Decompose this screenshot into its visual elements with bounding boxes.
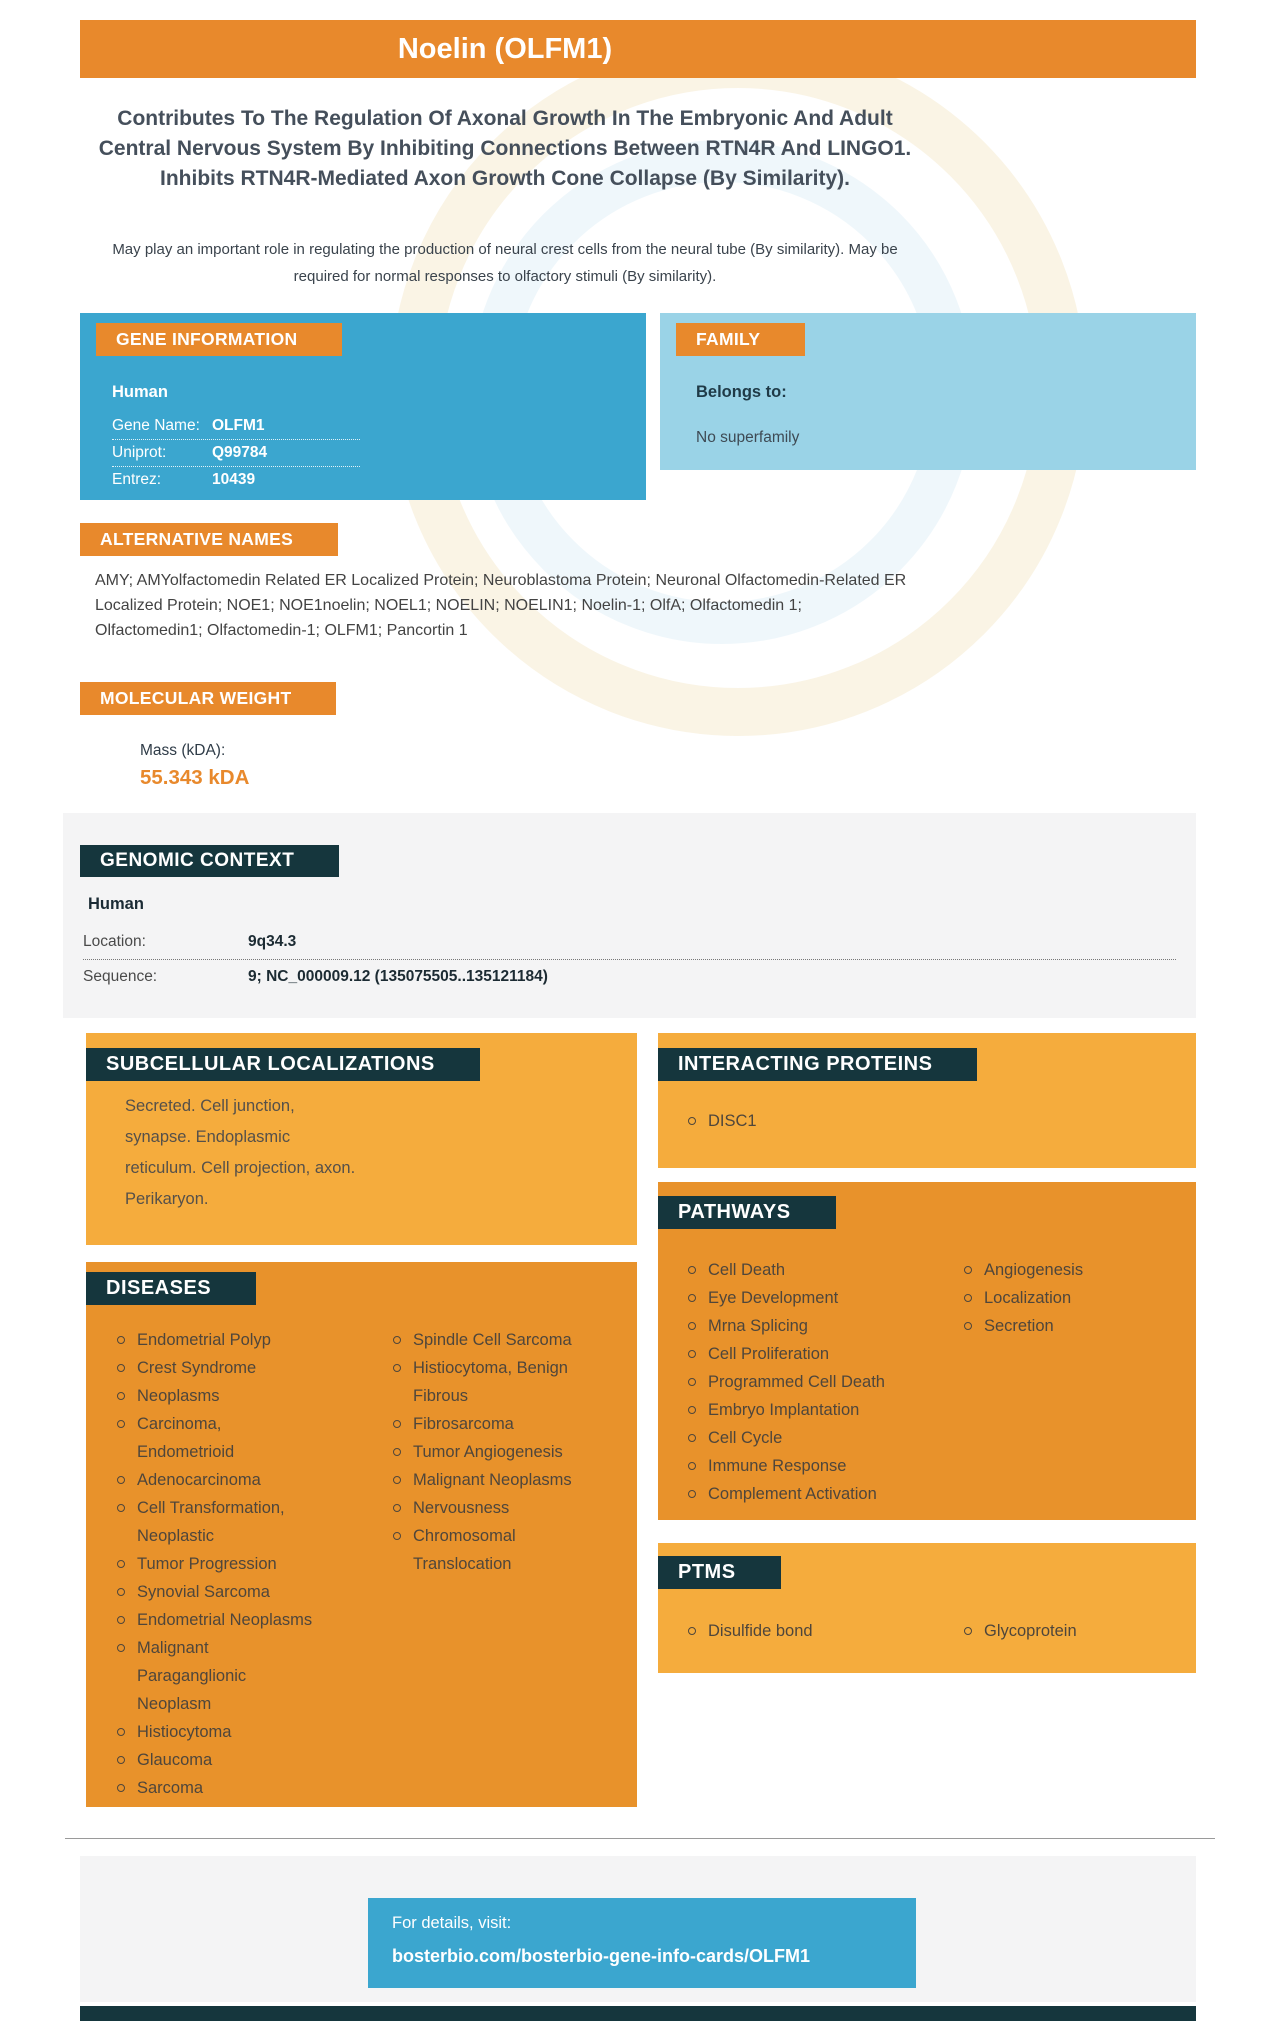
list-item-label: Complement Activation — [708, 1485, 877, 1503]
ptms-label: PTMS — [658, 1556, 781, 1589]
list-item — [117, 1634, 322, 1718]
row-label: Sequence: — [83, 968, 158, 985]
footer-visit-label: For details, visit: — [392, 1914, 512, 1932]
list-item — [117, 1466, 322, 1494]
bullet-circle-icon — [117, 1336, 125, 1344]
list-item — [117, 1578, 322, 1606]
list-item — [688, 1284, 938, 1312]
list-item — [964, 1312, 1174, 1340]
list-item — [688, 1396, 938, 1424]
bullet-circle-icon — [117, 1364, 125, 1372]
list-item — [688, 1107, 757, 1135]
list-item — [964, 1256, 1174, 1284]
list-item — [393, 1438, 588, 1466]
row-value: 9; NC_000009.12 (135075505..135121184) — [248, 968, 548, 985]
list-item-label: Angiogenesis — [984, 1261, 1084, 1279]
bullet-circle-icon — [688, 1266, 696, 1274]
bullet-circle-icon — [117, 1392, 125, 1400]
belongs-to-label: Belongs to: — [696, 383, 787, 401]
list-item — [117, 1326, 322, 1354]
interacting-proteins-panel — [658, 1033, 1196, 1168]
bullet-circle-icon — [393, 1448, 401, 1456]
bullet-circle-icon — [393, 1364, 401, 1372]
species-label: Human — [88, 895, 144, 913]
list-item-label: Neoplasms — [137, 1387, 220, 1405]
list-item-label: Crest Syndrome — [137, 1359, 257, 1377]
family-label: FAMILY — [676, 323, 805, 356]
family-value: No superfamily — [696, 429, 800, 446]
list-item — [117, 1550, 322, 1578]
bullet-circle-icon — [688, 1322, 696, 1330]
footer-divider — [65, 1838, 1215, 1839]
pathways-panel — [658, 1182, 1196, 1520]
list-item-label: Carcinoma, Endometrioid — [137, 1415, 235, 1461]
table-row — [83, 925, 1176, 960]
mass-kda-value: 55.343 kDA — [140, 766, 250, 789]
interacting-proteins-label: INTERACTING PROTEINS — [658, 1048, 977, 1081]
ptms-list-column-1 — [688, 1617, 938, 1645]
footer-visit-box — [368, 1898, 916, 1988]
list-item-label: Tumor Angiogenesis — [413, 1443, 563, 1461]
row-value: 10439 — [212, 471, 256, 488]
list-item-label: Eye Development — [708, 1289, 839, 1307]
pathways-label: PATHWAYS — [658, 1196, 836, 1229]
alternative-names-label: ALTERNATIVE NAMES — [80, 523, 338, 556]
bullet-circle-icon — [393, 1504, 401, 1512]
genomic-context-panel — [63, 813, 1196, 1018]
bullet-circle-icon — [117, 1420, 125, 1428]
list-item-label: Programmed Cell Death — [708, 1373, 885, 1391]
list-item — [117, 1354, 322, 1382]
alternative-names-text: AMY; AMYolfactomedin Related ER Localized Protein; Neuroblastoma Protein; Neuronal Olfactomedin-Related ER Localized Protein; NOE1; NOE1noelin; NOEL1; NOELIN; NOELIN1; Noelin-1; OlfA; Olfactomedin 1; Olfactomedin1; Olfactomedin-1; OLFM1; Pancortin 1 — [95, 572, 907, 639]
list-item-label: Cell Death — [708, 1261, 786, 1279]
list-item — [117, 1606, 322, 1634]
diseases-label: DISEASES — [86, 1272, 256, 1305]
list-item-label: Chromosomal Translocation — [413, 1527, 516, 1573]
bullet-circle-icon — [117, 1504, 125, 1512]
bullet-circle-icon — [688, 1406, 696, 1414]
title-banner — [80, 20, 1196, 78]
bullet-circle-icon — [688, 1627, 696, 1635]
bullet-circle-icon — [688, 1350, 696, 1358]
list-item — [117, 1774, 322, 1802]
list-item-label: Nervousness — [413, 1499, 510, 1517]
species-label: Human — [112, 383, 168, 401]
bullet-circle-icon — [393, 1476, 401, 1484]
list-item — [688, 1424, 938, 1452]
bullet-circle-icon — [117, 1644, 125, 1652]
bullet-circle-icon — [393, 1336, 401, 1344]
bullet-circle-icon — [117, 1588, 125, 1596]
list-item — [393, 1466, 588, 1494]
list-item-label: Malignant Neoplasms — [413, 1471, 572, 1489]
family-panel — [660, 313, 1196, 470]
list-item-label: Synovial Sarcoma — [137, 1583, 270, 1601]
list-item — [393, 1410, 588, 1438]
intro-description: May play an important role in regulating the production of neural crest cells from the neural tube (By similarity). May be required for normal responses to olfactory stimuli (By similarity). — [112, 241, 898, 285]
list-item-label: Disulfide bond — [708, 1622, 813, 1640]
list-item-label: Histiocytoma — [137, 1723, 232, 1741]
bullet-circle-icon — [964, 1266, 972, 1274]
bullet-circle-icon — [688, 1117, 696, 1125]
list-item — [964, 1284, 1174, 1312]
list-item — [688, 1452, 938, 1480]
diseases-list-column-2 — [393, 1326, 588, 1578]
subcellular-localizations-text: Secreted. Cell junction, synapse. Endoplasmic reticulum. Cell projection, axon. Perikaryon. — [125, 1097, 356, 1208]
bullet-circle-icon — [117, 1728, 125, 1736]
list-item — [688, 1312, 938, 1340]
row-label: Gene Name: — [112, 417, 200, 434]
list-item-label: Endometrial Neoplasms — [137, 1611, 313, 1629]
genomic-context-table — [83, 925, 1176, 994]
row-label: Location: — [83, 933, 146, 950]
row-label: Entrez: — [112, 471, 162, 488]
bullet-circle-icon — [393, 1420, 401, 1428]
list-item-label: Spindle Cell Sarcoma — [413, 1331, 572, 1349]
diseases-list-column-1 — [117, 1326, 322, 1802]
gene-summary-heading: Contributes To The Regulation Of Axonal Growth In The Embryonic And Adult Central Nervous System By Inhibiting Connections Between RTN4R And LINGO1. Inhibits RTN4R-Mediated Axon Growth Cone Collapse (By Similarity). — [98, 107, 912, 190]
molecular-weight-label: MOLECULAR WEIGHT — [80, 682, 336, 715]
list-item — [117, 1410, 322, 1466]
bullet-circle-icon — [964, 1294, 972, 1302]
list-item — [117, 1718, 322, 1746]
list-item — [964, 1617, 1174, 1645]
list-item — [393, 1522, 588, 1578]
list-item — [117, 1746, 322, 1774]
list-item-label: Immune Response — [708, 1457, 847, 1475]
list-item-label: Endometrial Polyp — [137, 1331, 271, 1349]
list-item — [688, 1368, 938, 1396]
list-item-label: DISC1 — [708, 1112, 757, 1130]
list-item — [393, 1326, 588, 1354]
gene-information-table — [112, 413, 362, 493]
table-row — [112, 413, 360, 440]
footer-bottom-bar — [80, 2006, 1196, 2021]
bullet-circle-icon — [688, 1434, 696, 1442]
gene-information-label: GENE INFORMATION — [96, 323, 342, 356]
bullet-circle-icon — [964, 1322, 972, 1330]
list-item-label: Histiocytoma, Benign Fibrous — [413, 1359, 568, 1405]
bullet-circle-icon — [688, 1462, 696, 1470]
table-row — [83, 960, 1176, 994]
list-item-label: Secretion — [984, 1317, 1054, 1335]
list-item-label: Cell Transformation, Neoplastic — [137, 1499, 285, 1545]
list-item-label: Mrna Splicing — [708, 1317, 808, 1335]
table-row — [112, 467, 360, 493]
row-label: Uniprot: — [112, 444, 167, 461]
list-item — [393, 1354, 588, 1410]
list-item-label: Malignant Paraganglionic Neoplasm — [137, 1639, 247, 1713]
list-item — [393, 1494, 588, 1522]
bullet-circle-icon — [688, 1294, 696, 1302]
bullet-circle-icon — [964, 1627, 972, 1635]
ptms-list-column-2 — [964, 1617, 1174, 1645]
row-value: 9q34.3 — [248, 933, 297, 950]
list-item-label: Tumor Progression — [137, 1555, 277, 1573]
list-item — [688, 1480, 938, 1508]
list-item-label: Sarcoma — [137, 1779, 204, 1797]
pathways-list-column-2 — [964, 1256, 1174, 1340]
gene-information-panel — [80, 313, 646, 500]
list-item-label: Localization — [984, 1289, 1072, 1307]
bullet-circle-icon — [117, 1476, 125, 1484]
list-item — [117, 1382, 322, 1410]
footer-url-link[interactable]: bosterbio.com/bosterbio-gene-info-cards/OLFM1 — [392, 1946, 811, 1966]
bullet-circle-icon — [688, 1378, 696, 1386]
bullet-circle-icon — [117, 1784, 125, 1792]
genomic-context-label: GENOMIC CONTEXT — [80, 845, 339, 877]
mass-kda-label: Mass (kDA): — [140, 742, 226, 759]
row-value: Q99784 — [212, 444, 268, 461]
list-item — [688, 1256, 938, 1284]
list-item — [688, 1617, 938, 1645]
bullet-circle-icon — [117, 1756, 125, 1764]
pathways-list-column-1 — [688, 1256, 938, 1508]
bullet-circle-icon — [117, 1560, 125, 1568]
list-item-label: Adenocarcinoma — [137, 1471, 261, 1489]
subcellular-localizations-label: SUBCELLULAR LOCALIZATIONS — [86, 1048, 480, 1081]
list-item — [117, 1494, 322, 1550]
ptms-panel — [658, 1543, 1196, 1673]
page-title: Noelin (OLFM1) — [397, 33, 613, 65]
list-item-label: Cell Cycle — [708, 1429, 783, 1447]
bullet-circle-icon — [117, 1616, 125, 1624]
list-item-label: Fibrosarcoma — [413, 1415, 514, 1433]
row-value: OLFM1 — [212, 417, 265, 434]
list-item-label: Glycoprotein — [984, 1622, 1077, 1640]
subcellular-localizations-panel — [86, 1033, 637, 1245]
list-item-label: Embryo Implantation — [708, 1401, 860, 1419]
interacting-proteins-list — [688, 1107, 757, 1135]
table-row — [112, 440, 360, 467]
diseases-panel — [86, 1262, 637, 1807]
list-item-label: Cell Proliferation — [708, 1345, 830, 1363]
bullet-circle-icon — [393, 1532, 401, 1540]
list-item-label: Glaucoma — [137, 1751, 213, 1769]
list-item — [688, 1340, 938, 1368]
bullet-circle-icon — [688, 1490, 696, 1498]
